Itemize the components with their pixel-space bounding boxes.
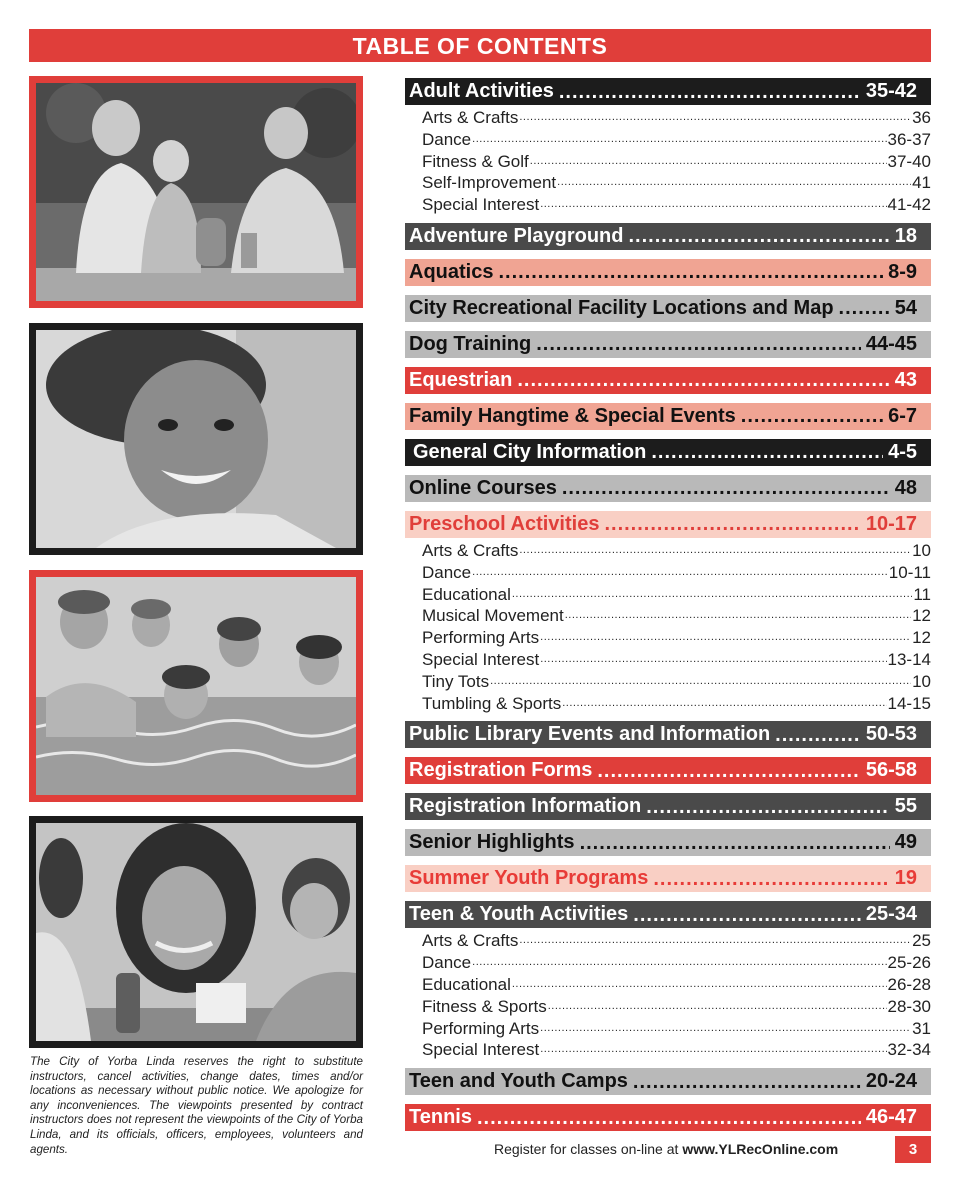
toc-subentry[interactable]: Educational ..... 11	[405, 584, 931, 606]
toc-entry-teen-youth-camps[interactable]: Teen and Youth Camps ..... 20-24	[405, 1068, 931, 1095]
toc-entry-aquatics[interactable]: Aquatics ..... 8-9	[405, 259, 931, 286]
toc-subentry[interactable]: Educational ..... 26-28	[405, 974, 931, 996]
toc-entry-label: Adult Activities	[409, 80, 554, 102]
website-link[interactable]: www.YLRecOnline.com	[682, 1141, 839, 1157]
toc-entry-registration-information[interactable]: Registration Information ..... 55	[405, 793, 931, 820]
kids-pool-icon	[29, 570, 363, 802]
page-number: 3	[895, 1136, 931, 1163]
toc-entry-summer-youth-programs[interactable]: Summer Youth Programs ..... 19	[405, 865, 931, 892]
toc-subentry[interactable]: Arts & Crafts ..... 25	[405, 930, 931, 952]
toc-subentry[interactable]: Performing Arts ..... 31	[405, 1018, 931, 1040]
toc-sublist-adult	[405, 107, 931, 216]
toc-entry-dog-training[interactable]: Dog Training ..... 44-45	[405, 331, 931, 358]
toc-entry-tennis[interactable]: Tennis ..... 46-47	[405, 1104, 931, 1131]
toc-subentry[interactable]: Special Interest ..... 13-14	[405, 649, 931, 671]
family-photo-icon	[29, 76, 363, 308]
toc-entry-equestrian[interactable]: Equestrian ..... 43	[405, 367, 931, 394]
toc-subentry[interactable]: Fitness & Golf ..... 37-40	[405, 151, 931, 173]
toc-entry-senior-highlights[interactable]: Senior Highlights ..... 49	[405, 829, 931, 856]
toc-subentry[interactable]: Arts & Crafts ..... 36	[405, 107, 931, 129]
toc-entry-general-city-information[interactable]: General City Information ..... 4-5	[405, 439, 931, 466]
page-title: TABLE OF CONTENTS	[29, 29, 931, 62]
toc-sublist-teen	[405, 930, 931, 1061]
toc-entry-family-hangtime[interactable]: Family Hangtime & Special Events ..... 6-7	[405, 403, 931, 430]
toc-entry-online-courses[interactable]: Online Courses ..... 48	[405, 475, 931, 502]
toc-entry-public-library[interactable]: Public Library Events and Information ..... 50-53	[405, 721, 931, 748]
toc-subentry[interactable]: Special Interest ..... 32-34	[405, 1039, 931, 1061]
toc-subentry[interactable]: Musical Movement ..... 12	[405, 605, 931, 627]
toc-subentry[interactable]: Dance ..... 36-37	[405, 129, 931, 151]
toc-entry-registration-forms[interactable]: Registration Forms ..... 56-58	[405, 757, 931, 784]
toc-subentry[interactable]: Tumbling & Sports ..... 14-15	[405, 693, 931, 715]
toc-subentry[interactable]: Fitness & Sports ..... 28-30	[405, 996, 931, 1018]
toc-sublist-preschool	[405, 540, 931, 714]
toc-entry-preschool-activities[interactable]: Preschool Activities ..... 10-17	[405, 511, 931, 538]
toc-entry-adult-activities[interactable]	[405, 78, 931, 105]
toc-subentry[interactable]: Special Interest ..... 41-42	[405, 194, 931, 216]
toc-subentry[interactable]: Tiny Tots ..... 10	[405, 671, 931, 693]
kids-crafts-icon	[29, 816, 363, 1048]
child-portrait-icon	[29, 323, 363, 555]
toc-entry-teen-youth-activities[interactable]: Teen & Youth Activities ..... 25-34	[405, 901, 931, 928]
toc-entry-facility-locations[interactable]: City Recreational Facility Locations and Map ..... 54	[405, 295, 931, 322]
footer-register-text: Register for classes on-line at www.YLRecOnline.com	[494, 1141, 839, 1157]
toc-subentry[interactable]: Dance ..... 10-11	[405, 562, 931, 584]
toc-subentry[interactable]: Self-Improvement ..... 41	[405, 172, 931, 194]
toc-subentry[interactable]: Dance ..... 25-26	[405, 952, 931, 974]
toc-subentry[interactable]: Arts & Crafts ..... 10	[405, 540, 931, 562]
toc-subentry[interactable]: Performing Arts ..... 12	[405, 627, 931, 649]
table-of-contents	[405, 78, 931, 1140]
disclaimer-text: The City of Yorba Linda reserves the right to substitute instructors, cancel activities, change dates, times and/or locations as necessary without public notice. We apologize for any inconveniences. The viewpoints presented by contract instructors does not represent the viewpoints of the City of Yorba Linda, and its officials, officers, employees, volunteers and agents.	[30, 1055, 363, 1156]
toc-entry-adventure-playground[interactable]: Adventure Playground ..... 18	[405, 223, 931, 250]
toc-entry-pages: 35-42	[865, 80, 917, 102]
